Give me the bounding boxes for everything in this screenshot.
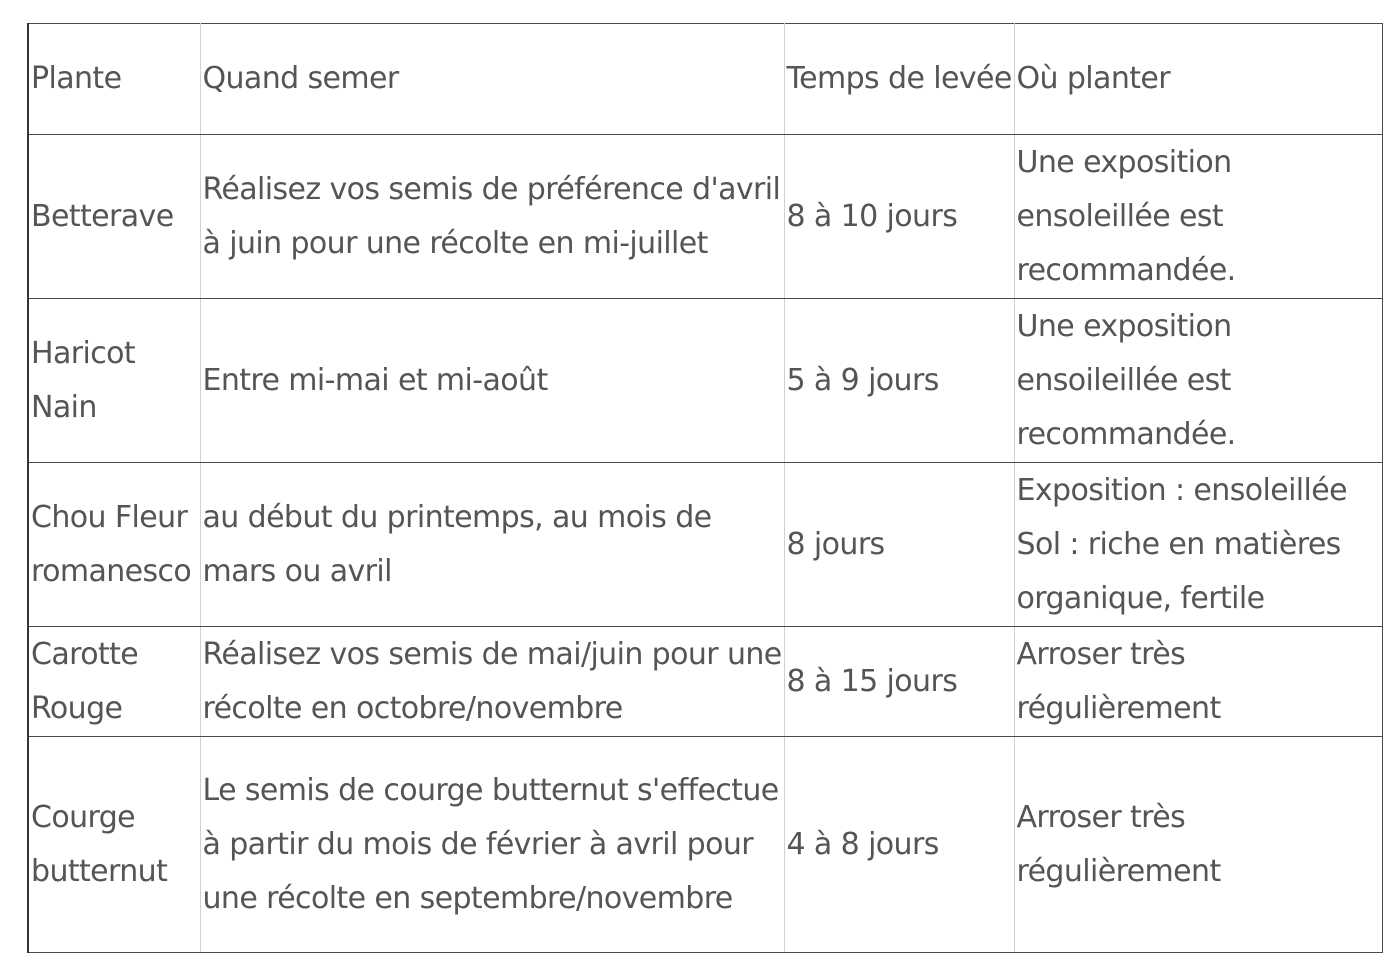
table-row (28, 737, 1382, 953)
header-quand-semer: Quand semer (200, 24, 784, 135)
cell-temps-de-levee: 8 à 10 jours (784, 135, 1014, 299)
cell-temps-de-levee: 5 à 9 jours (784, 299, 1014, 463)
cell-quand-semer: Réalisez vos semis de préférence d'avril à juin pour une récolte en mi-juillet (200, 135, 784, 299)
cell-temps-de-levee: 4 à 8 jours (784, 737, 1014, 953)
header-temps-de-levee: Temps de levée (784, 24, 1014, 135)
table-row (28, 463, 1382, 627)
cell-ou-planter: Arroser très régulièrement (1014, 737, 1382, 953)
exposition-line: Exposition : ensoleillée (1016, 472, 1347, 508)
cell-quand-semer: Le semis de courge butternut s'effectue à partir du mois de février à avril pour une récolte en septembre/novembre (200, 737, 784, 953)
cell-plante: Haricot Nain (28, 299, 200, 463)
cell-ou-planter: Arroser très régulièrement (1014, 627, 1382, 737)
header-ou-planter: Où planter (1014, 24, 1382, 135)
cell-plante: Betterave (28, 135, 200, 299)
cell-temps-de-levee: 8 jours (784, 463, 1014, 627)
cell-ou-planter: Une exposition ensoileillée est recommandée. (1014, 299, 1382, 463)
cell-plante: Carotte Rouge (28, 627, 200, 737)
planting-table (27, 23, 1383, 953)
table-row (28, 299, 1382, 463)
header-plante: Plante (28, 24, 200, 135)
cell-plante: Courge butternut (28, 737, 200, 953)
table-header-row (28, 24, 1382, 135)
cell-quand-semer: au début du printemps, au mois de mars ou avril (200, 463, 784, 627)
sol-line: Sol : riche en matières organique, fertile (1016, 526, 1341, 616)
cell-ou-planter (1014, 463, 1382, 627)
cell-temps-de-levee: 8 à 15 jours (784, 627, 1014, 737)
cell-ou-planter: Une exposition ensoleillée est recommandée. (1014, 135, 1382, 299)
cell-quand-semer: Réalisez vos semis de mai/juin pour une récolte en octobre/novembre (200, 627, 784, 737)
cell-quand-semer: Entre mi-mai et mi-août (200, 299, 784, 463)
cell-plante: Chou Fleur romanesco (28, 463, 200, 627)
table-row (28, 627, 1382, 737)
table-row (28, 135, 1382, 299)
